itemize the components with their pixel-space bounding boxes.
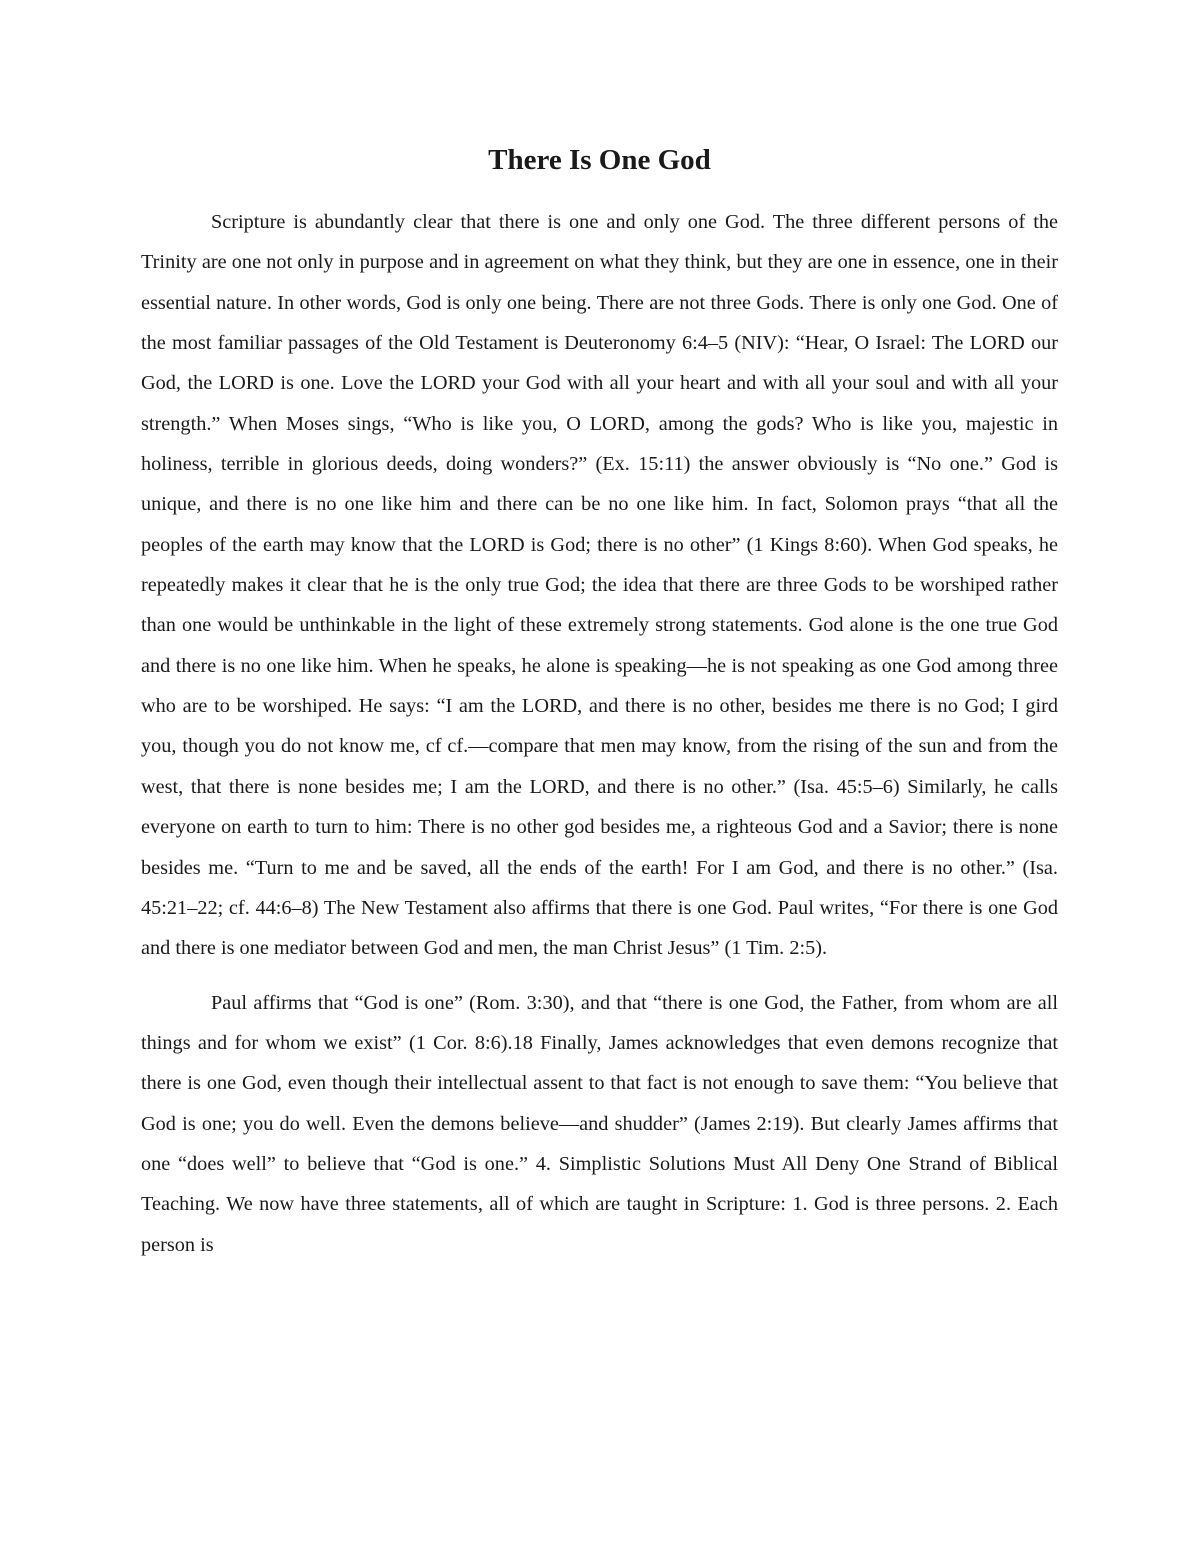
body-paragraph-1: Scripture is abundantly clear that there is one and only one God. The three different persons of the Trinity are one not only in purpose and in agreement on what they think, but they are one in essence, one in their essential nature. In other words, God is only one being. There are not three Gods. There is only one God. One of the most familiar passages of the Old Testament is Deuteronomy 6:4–5 (NIV): “Hear, O Israel: The LORD our God, the LORD is one. Love the LORD your God with all your heart and with all your soul and with all your strength.” When Moses sings, “Who is like you, O LORD, among the gods? Who is like you, majestic in holiness, terrible in glorious deeds, doing wonders?” (Ex. 15:11) the answer obviously is “No one.” God is unique, and there is no one like him and there can be no one like him. In fact, Solomon prays “that all the peoples of the earth may know that the LORD is God; there is no other” (1 Kings 8:60). When God speaks, he repeatedly makes it clear that he is the only true God; the idea that there are three Gods to be worshiped rather than one would be unthinkable in the light of these extremely strong statements. God alone is the one true God and there is no one like him. When he speaks, he alone is speaking—he is not speaking as one God among three who are to be worshiped. He says: “I am the LORD, and there is no other, besides me there is no God; I gird you, though you do not know me, cf cf.—compare that men may know, from the rising of the sun and from the west, that there is none besides me; I am the LORD, and there is no other.” (Isa. 45:5–6) Similarly, he calls everyone on earth to turn to him: There is no other god besides me, a righteous God and a Savior; there is none besides me. “Turn to me and be saved, all the ends of the earth! For I am God, and there is no other.” (Isa. 45:21–22; cf. 44:6–8) The New Testament also affirms that there is one God. Paul writes, “For there is one God and there is one mediator between God and men, the man Christ Jesus” (1 Tim. 2:5). — [141, 211, 1058, 960]
body-paragraph-2: Paul affirms that “God is one” (Rom. 3:30), and that “there is one God, the Father, from whom are all things and for whom we exist” (1 Cor. 8:6).18 Finally, James acknowledges that even demons recognize that there is one God, even though their intellectual assent to that fact is not enough to save them: “You believe that God is one; you do well. Even the demons believe—and shudder” (James 2:19). But clearly James affirms that one “does well” to believe that “God is one.” 4. Simplistic Solutions Must All Deny One Strand of Biblical Teaching. We now have three statements, all of which are taught in Scripture: 1. God is three persons. 2. Each person is — [141, 991, 1058, 1256]
document-title: There Is One God — [488, 144, 711, 176]
document-page — [141, 140, 1058, 1279]
